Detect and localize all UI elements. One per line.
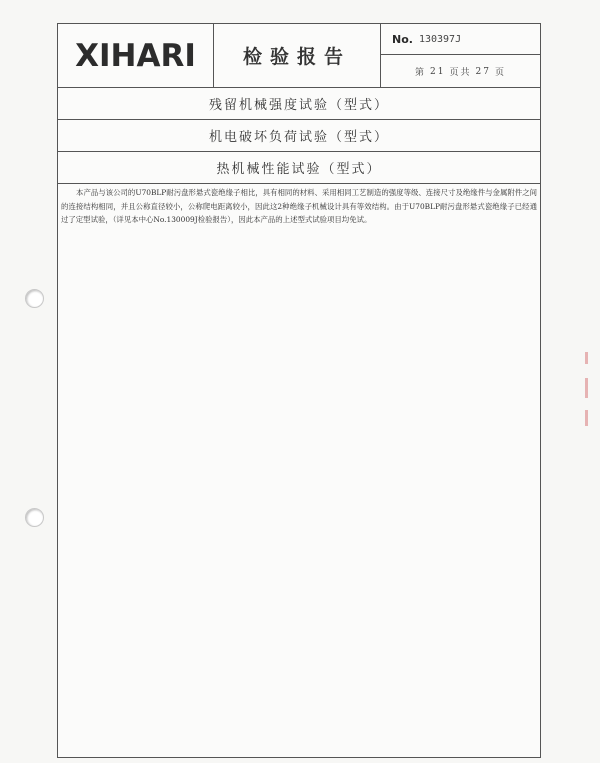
section-heading: 残留机械强度试验（型式）	[58, 88, 540, 120]
report-page	[57, 23, 541, 758]
report-title: 检验报告	[242, 46, 351, 68]
edge-stamp-mark	[585, 410, 588, 426]
page-suffix: 页	[494, 68, 506, 78]
report-number	[381, 24, 540, 55]
report-number-label: No.	[392, 32, 413, 46]
page-current: 21	[430, 66, 446, 77]
page-total: 27	[475, 66, 491, 77]
meta-cell	[381, 24, 540, 87]
page-indicator	[381, 56, 540, 87]
report-header	[58, 24, 540, 88]
title-cell	[214, 24, 381, 87]
report-number-value: 130397J	[418, 33, 462, 45]
body-paragraph	[61, 186, 537, 227]
section-heading: 热机械性能试验（型式）	[58, 152, 540, 184]
binder-hole-bottom	[25, 508, 44, 527]
binder-hole-top	[25, 289, 44, 308]
edge-stamp-mark	[585, 352, 588, 364]
page-unit: 页共	[449, 68, 472, 78]
company-logo: XIHARI	[75, 37, 196, 74]
page-prefix: 第	[415, 68, 427, 78]
body-paragraph-text: 本产品与该公司的U70BLP耐污盘形悬式瓷绝缘子相比，具有相同的材料、采用相同工艺制造的强度等级、连接尺寸及绝缘件与金属附件之间的连接结构相同，并且公称直径较小，公称爬电距离较小，因此这2种绝缘子机械设计具有等效结构。由于U70BLP耐污盘形悬式瓷绝缘子已经通过了定型试验，（详见本中心No.130009J检验报告），因此本产品的上述型式试验项目均免试。	[61, 188, 537, 224]
logo-cell	[58, 24, 214, 87]
edge-stamp-mark	[585, 378, 588, 398]
section-heading: 机电破坏负荷试验（型式）	[58, 120, 540, 152]
